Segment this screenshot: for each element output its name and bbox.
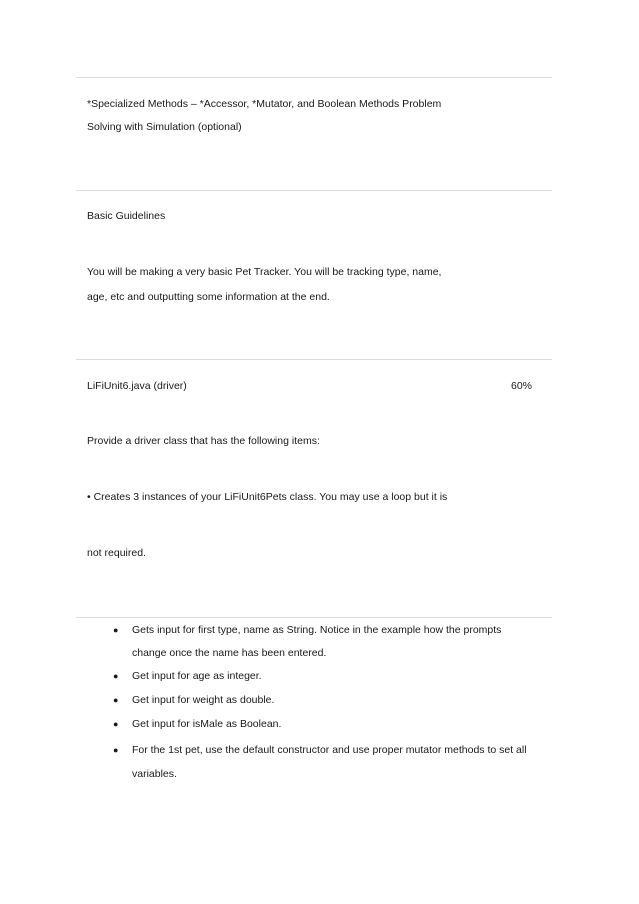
driver-percent: 60%	[510, 380, 532, 392]
divider	[76, 77, 552, 78]
bullet-icon: ●	[113, 745, 119, 755]
bullet-item-1-line-2: change once the name has been entered.	[132, 647, 327, 659]
bullet-icon: ●	[113, 625, 119, 635]
bullet-icon: ●	[113, 671, 119, 681]
divider	[76, 617, 552, 618]
guidelines-heading: Basic Guidelines	[87, 210, 166, 222]
divider	[76, 190, 552, 191]
bullet-item-3: Get input for weight as double.	[132, 694, 275, 706]
bullet-item-1-line-1: Gets input for first type, name as String. Notice in the example how the prompts	[132, 624, 502, 636]
bullet-item-5-line-1: For the 1st pet, use the default constructor and use proper mutator methods to set all	[132, 744, 527, 756]
driver-instances-line-2: not required.	[87, 547, 146, 559]
guidelines-line-2: age, etc and outputting some information at the end.	[87, 291, 330, 303]
driver-instances-line-1: • Creates 3 instances of your LiFiUnit6Pets class. You may use a loop but it is	[87, 491, 448, 503]
intro-line-1: *Specialized Methods – *Accessor, *Mutator, and Boolean Methods Problem	[87, 98, 442, 110]
bullet-item-2: Get input for age as integer.	[132, 670, 262, 682]
driver-title: LiFiUnit6.java (driver)	[87, 380, 187, 392]
bullet-icon: ●	[113, 695, 119, 705]
bullet-item-4: Get input for isMale as Boolean.	[132, 718, 282, 730]
bullet-item-5-line-2: variables.	[132, 768, 177, 780]
intro-line-2: Solving with Simulation (optional)	[87, 121, 242, 133]
divider	[76, 359, 552, 360]
bullet-icon: ●	[113, 719, 119, 729]
driver-provide: Provide a driver class that has the following items:	[87, 435, 320, 447]
guidelines-line-1: You will be making a very basic Pet Tracker. You will be tracking type, name,	[87, 266, 442, 278]
